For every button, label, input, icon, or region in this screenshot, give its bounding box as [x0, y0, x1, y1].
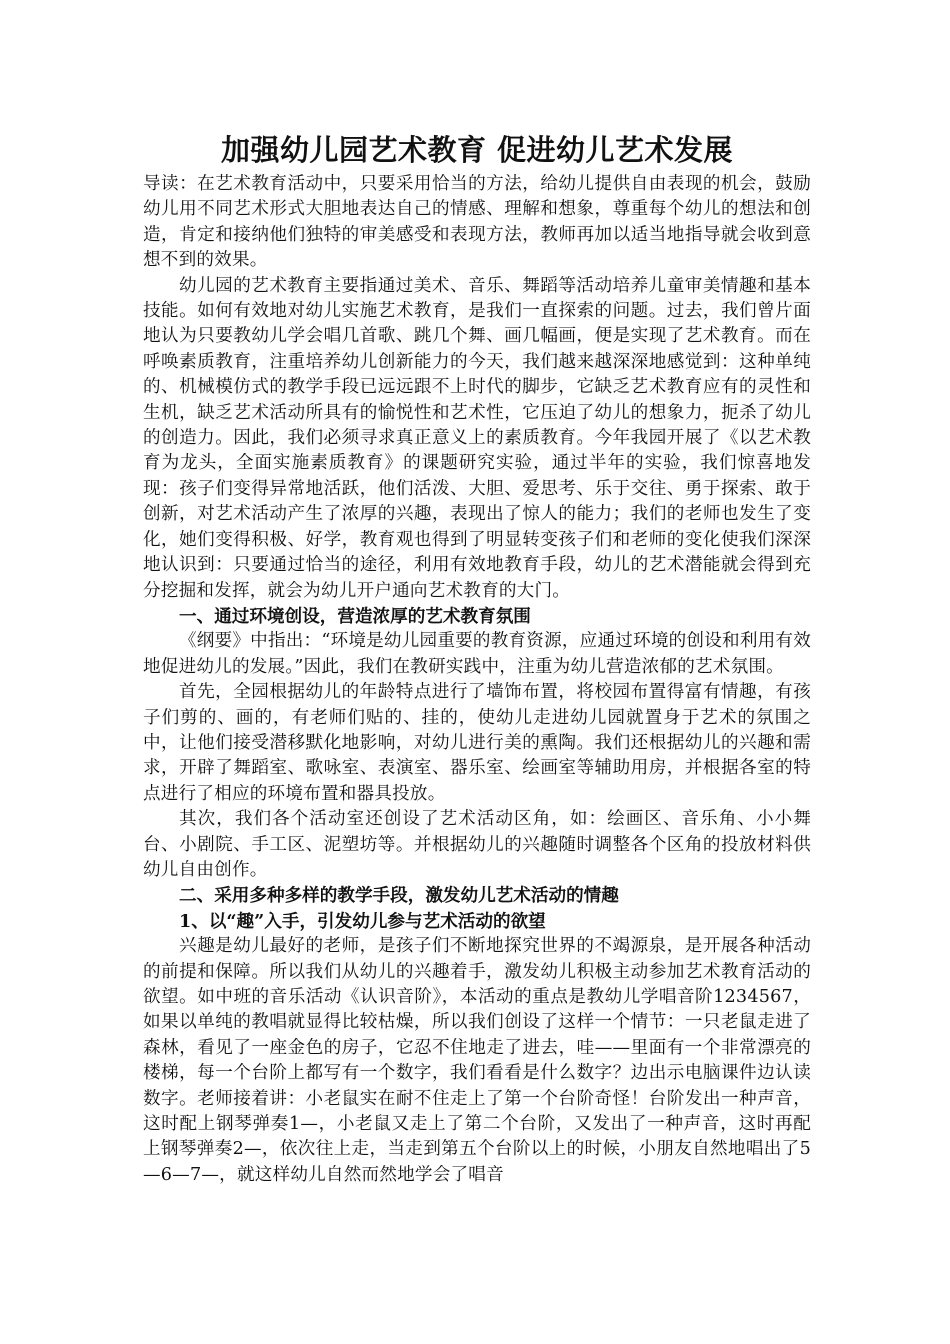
body-paragraph: 《纲要》中指出：“环境是幼儿园重要的教育资源，应通过环境的创设和利用有效地促进幼儿的发展。”因此，我们在教研实践中，注重为幼儿营造浓郁的艺术氛围。 — [143, 631, 811, 677]
section-heading: 二、采用多种多样的教学手段，激发幼儿艺术活动的情趣 — [179, 885, 619, 907]
document-page — [143, 128, 811, 1188]
body-paragraph: 首先，全园根据幼儿的年龄特点进行了墙饰布置，将校园布置得富有情趣，有孩子们剪的、画的，有老师们贴的、挂的，使幼儿走进幼儿园就置身于艺术的氛围之中，让他们接受潜移默化地影响，对幼儿进行美的熏陶。我们还根据幼儿的兴趣和需求，开辟了舞蹈室、歌咏室、表演室、器乐室、绘画室等辅助用房，并根据各室的特点进行了相应的环境布置和器具投放。 — [143, 682, 811, 804]
body-paragraph: 幼儿园的艺术教育主要指通过美术、音乐、舞蹈等活动培养儿童审美情趣和基本技能。如何有效地对幼儿实施艺术教育，是我们一直探索的问题。过去，我们曾片面地认为只要教幼儿学会唱几首歌、跳几个舞、画几幅画，便是实现了艺术教育。而在呼唤素质教育，注重培养幼儿创新能力的今天，我们越来越深深地感觉到：这种单纯的、机械模仿式的教学手段已远远跟不上时代的脚步，它缺乏艺术教育应有的灵性和生机，缺乏艺术活动所具有的愉悦性和艺术性，它压迫了幼儿的想象力，扼杀了幼儿的创造力。因此，我们必须寻求真正意义上的素质教育。今年我园开展了《以艺术教育为龙头，全面实施素质教育》的课题研究实验，通过半年的实验，我们惊喜地发现：孩子们变得异常地活跃，他们活泼、大胆、爱思考、乐于交往、勇于探索、敢于创新，对艺术活动产生了浓厚的兴趣，表现出了惊人的能力；我们的老师也发生了变化，她们变得积极、好学，教育观也得到了明显转变孩子们和老师的变化使我们深深地认识到：只要通过恰当的途径，利用有效地教育手段，幼儿的艺术潜能就会得到充分挖掘和发挥，就会为幼儿开户通向艺术教育的大门。 — [143, 275, 811, 601]
document-title: 加强幼儿园艺术教育 促进幼儿艺术发展 — [220, 133, 734, 167]
intro-paragraph: 导读：在艺术教育活动中，只要采用恰当的方法，给幼儿提供自由表现的机会，鼓励幼儿用不同艺术形式大胆地表达自己的情感、理解和想象，尊重每个幼儿的想法和创造，肯定和接纳他们独特的审美感受和表现方法，教师再加以适当地指导就会收到意想不到的效果。 — [143, 174, 811, 271]
body-paragraph: 兴趣是幼儿最好的老师，是孩子们不断地探究世界的不竭源泉，是开展各种活动的前提和保障。所以我们从幼儿的兴趣着手，激发幼儿积极主动参加艺术教育活动的欲望。如中班的音乐活动《认识音阶》，本活动的重点是教幼儿学唱音阶1234567，如果以单纯的教唱就显得比较枯燥，所以我们创设了这样一个情节：一只老鼠走进了森林，看见了一座金色的房子，它忍不住地走了进去，哇——里面有一个非常漂亮的楼梯，每一个台阶上都写有一个数字，我们看看是什么数字？边出示电脑课件边认读数字。老师接着讲：小老鼠实在耐不住走上了第一个台阶奇怪！台阶发出一种声音，这时配上钢琴弹奏1—，小老鼠又走上了第二个台阶，又发出了一种声音，这时再配上钢琴弹奏2—，依次往上走，当走到第五个台阶以上的时候，小朋友自然地唱出了5—6—7—，就这样幼儿自然而然地学会了唱音 — [143, 936, 811, 1185]
body-paragraph: 其次，我们各个活动室还创设了艺术活动区角，如：绘画区、音乐角、小小舞台、小剧院、手工区、泥塑坊等。并根据幼儿的兴趣随时调整各个区角的投放材料供幼儿自由创作。 — [143, 809, 811, 880]
subsection-heading: 1、以“趣”入手，引发幼儿参与艺术活动的欲望 — [179, 910, 546, 932]
section-heading: 一、通过环境创设，营造浓厚的艺术教育氛围 — [179, 605, 531, 627]
